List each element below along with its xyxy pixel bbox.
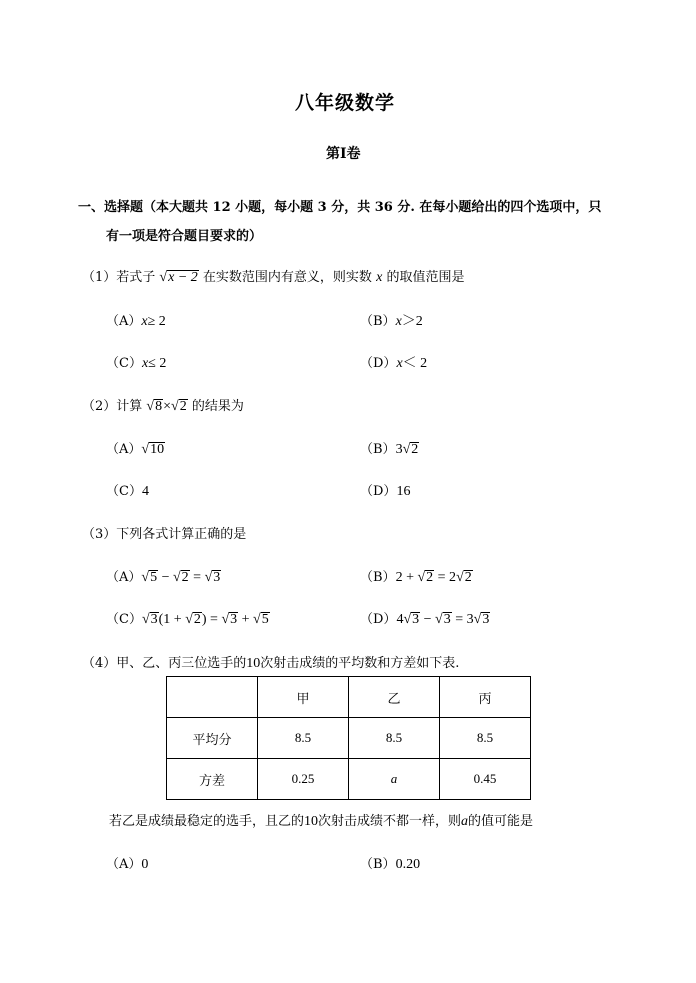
radical: √3 xyxy=(473,612,490,627)
q4-after-pre: 若乙是成绩最稳定的选手，且乙的 xyxy=(109,814,305,829)
radicand: 3 xyxy=(150,612,158,627)
question-1-stem xyxy=(82,266,464,286)
table-row xyxy=(167,759,531,800)
q2-radical-1: √8 xyxy=(146,399,163,414)
option-label: （D） xyxy=(360,356,397,371)
radicand: 5 xyxy=(261,612,269,627)
question-4-followup xyxy=(109,810,533,830)
table-cell: 平均分 xyxy=(167,718,258,759)
q1-radicand: x − 2 xyxy=(168,270,198,285)
q4-stem-post: 次射击成绩的平均数和方差如下表. xyxy=(260,656,460,671)
equals: = xyxy=(189,570,205,585)
table-header-cell: 乙 xyxy=(349,677,440,718)
question-4-stem xyxy=(82,652,459,672)
option-value: 0 xyxy=(141,857,149,872)
q4-stem-pre: （4）甲、乙、丙三位选手的 xyxy=(82,656,247,671)
q2-operator: × xyxy=(163,399,172,414)
radical: √2 xyxy=(417,570,434,585)
option-var: x xyxy=(141,356,149,371)
radical: √2 xyxy=(456,570,472,585)
option-radicand: 2 xyxy=(411,442,419,457)
q4-option-b[interactable] xyxy=(360,853,420,873)
table-cell: 0.25 xyxy=(258,759,349,800)
q1-option-a[interactable] xyxy=(106,310,166,330)
table-row xyxy=(167,718,531,759)
option-label: （C） xyxy=(106,356,142,371)
option-var: x xyxy=(141,314,148,329)
operator: − xyxy=(420,612,436,627)
option-label: （A） xyxy=(106,314,142,329)
radical: √3 xyxy=(141,612,158,627)
radical: √3 xyxy=(221,612,238,627)
term: (1 + xyxy=(158,612,186,627)
q1-suffix: 在实数范围内有意义，则实数 xyxy=(202,270,372,285)
option-var: x xyxy=(396,356,403,371)
radicand: 2 xyxy=(193,612,201,627)
radical: √3 xyxy=(435,612,451,627)
equals: = 2 xyxy=(434,570,457,585)
q4-num: 10 xyxy=(246,656,261,671)
radicand: 2 xyxy=(464,570,472,585)
table-cell: 方差 xyxy=(167,759,258,800)
table-header-row xyxy=(167,677,531,718)
q1-suffix2: 的取值范围是 xyxy=(386,270,465,285)
option-label: （A） xyxy=(106,442,142,457)
option-label: （B） xyxy=(360,570,396,585)
q1-option-c[interactable] xyxy=(106,352,166,372)
radicand: 5 xyxy=(150,570,158,585)
q4-after-mid: 次射击成绩不都一样，则 xyxy=(318,814,462,829)
radical: √3 xyxy=(403,612,420,627)
option-expr: ＞2 xyxy=(401,314,423,329)
table-header-cell: 甲 xyxy=(258,677,349,718)
table-cell: a xyxy=(349,759,440,800)
q2-option-b[interactable] xyxy=(360,438,419,458)
option-value: 16 xyxy=(396,484,411,499)
table-cell: 0.45 xyxy=(440,759,531,800)
option-expr: ≥ 2 xyxy=(147,314,166,329)
q2-suffix: 的结果为 xyxy=(191,399,244,414)
q1-var: x xyxy=(376,270,383,285)
table-header-cell xyxy=(167,677,258,718)
q2-option-c[interactable] xyxy=(106,480,149,500)
option-expr: ≤ 2 xyxy=(148,356,167,371)
radical: √5 xyxy=(253,612,269,627)
radicand: 2 xyxy=(181,570,189,585)
section-heading-line1: 一、选择题（本大题共 12 小题，每小题 3 分，共 36 分. 在每小题给出的四个选项中，只 xyxy=(78,200,602,215)
option-label: （A） xyxy=(106,857,142,872)
equals: ) = xyxy=(201,612,222,627)
option-label: （B） xyxy=(360,442,396,457)
option-radicand: 10 xyxy=(150,442,165,457)
radicand: 3 xyxy=(230,612,238,627)
radicand: 3 xyxy=(213,570,221,585)
coef: 4 xyxy=(396,612,404,627)
option-expr: ＜ 2 xyxy=(402,356,428,371)
radical: √5 xyxy=(141,570,158,585)
option-var: x xyxy=(395,314,402,329)
q2-radical-2: √2 xyxy=(171,399,187,414)
q4-after-num: 10 xyxy=(304,814,319,829)
q2-option-d[interactable] xyxy=(360,480,410,500)
option-label: （B） xyxy=(360,857,396,872)
operator: − xyxy=(158,570,173,585)
scores-table xyxy=(166,676,531,800)
q3-option-b[interactable] xyxy=(360,566,473,586)
option-radical: √10 xyxy=(141,442,165,457)
q2-option-a[interactable] xyxy=(106,438,165,458)
radicand: 3 xyxy=(482,612,490,627)
option-label: （C） xyxy=(106,484,142,499)
table-cell: 8.5 xyxy=(440,718,531,759)
question-2-stem xyxy=(82,395,244,415)
option-label: （D） xyxy=(360,612,397,627)
section-heading-line2: 有一项是符合题目要求的） xyxy=(106,229,263,244)
operator: + xyxy=(238,612,254,627)
term: 2 + xyxy=(395,570,418,585)
q3-option-c[interactable] xyxy=(106,608,270,628)
q2-prefix: （2）计算 xyxy=(82,399,143,414)
q3-option-a[interactable] xyxy=(106,566,221,586)
q1-radical: √x − 2 xyxy=(159,270,198,285)
option-label: （B） xyxy=(360,314,396,329)
radicand: 2 xyxy=(426,570,434,585)
q4-after-var: a xyxy=(461,814,469,829)
table-cell: 8.5 xyxy=(258,718,349,759)
table-cell: 8.5 xyxy=(349,718,440,759)
option-value: 0.20 xyxy=(395,857,421,872)
option-coef: 3 xyxy=(395,442,403,457)
radical: √2 xyxy=(185,612,201,627)
q4-option-a[interactable] xyxy=(106,853,148,873)
table-header-cell: 丙 xyxy=(440,677,531,718)
paper-subtitle: 第Ⅰ卷 xyxy=(326,146,361,162)
q1-option-b[interactable] xyxy=(360,310,423,330)
option-label: （D） xyxy=(360,484,397,499)
question-3-stem: （3）下列各式计算正确的是 xyxy=(82,527,247,542)
option-radical: √2 xyxy=(402,442,419,457)
radicand: 3 xyxy=(412,612,420,627)
radical: √3 xyxy=(204,570,221,585)
radical: √2 xyxy=(172,570,189,585)
option-label: （C） xyxy=(106,612,142,627)
page-title: 八年级数学 xyxy=(295,92,396,114)
option-value: 4 xyxy=(141,484,149,499)
q4-after-post: 的值可能是 xyxy=(468,814,534,829)
radicand: 3 xyxy=(443,612,451,627)
q2-radicand-1: 8 xyxy=(155,399,163,414)
q1-option-d[interactable] xyxy=(360,352,427,372)
option-label: （A） xyxy=(106,570,142,585)
equals: = 3 xyxy=(451,612,474,627)
q2-radicand-2: 2 xyxy=(179,399,187,414)
q3-option-d[interactable] xyxy=(360,608,490,628)
q1-prefix: （1）若式子 xyxy=(82,270,156,285)
